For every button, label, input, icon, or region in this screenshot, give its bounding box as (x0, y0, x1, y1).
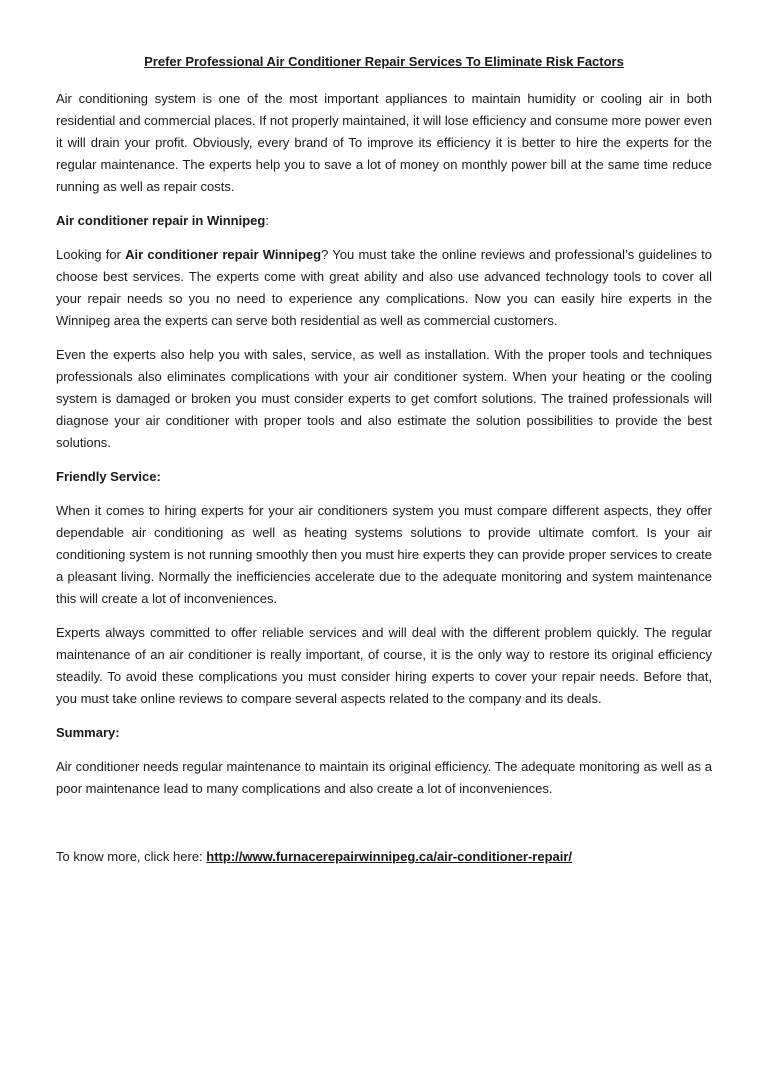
intro-paragraph: Air conditioning system is one of the most important appliances to maintain humidity or cooling air in both residential and commercial places. If not properly maintained, it will lose efficiency and consume more power even it will drain your profit. Obviously, every brand of To improve its efficiency it is better to hire the experts for the regular maintenance. The experts help you to save a lot of money on monthly power bill at the same time reduce running as well as repair costs. (56, 91, 712, 194)
winnipeg-paragraph-body: ? You must take the online reviews and professional’s guidelines to choose best services. The experts come with great ability and also use advanced technology tools to cover all your repair needs so you no need to experience any complications. Now you can easily hire experts in the Winnipeg area the experts can serve both residential as well as commercial customers. (56, 247, 712, 328)
winnipeg-paragraph-lead: Looking for (56, 247, 126, 262)
cta-line (56, 846, 712, 868)
reliable-services-paragraph: Experts always committed to offer reliable services and will deal with the different problem quickly. The regular maintenance of an air conditioner is really important, of course, it is the only way to restore its original efficiency steadily. To avoid these complications you must consider hiring experts to cover your repair needs. Before that, you must take online reviews to compare several aspects related to the company and its deals. (56, 625, 712, 706)
experts-paragraph: Even the experts also help you with sales, service, as well as installation. With the proper tools and techniques professionals also eliminates complications with your air conditioner system. When your heating or the cooling system is damaged or broken you must consider experts to get comfort solutions. The trained professionals will diagnose your air conditioner with proper tools and also estimate the solution possibilities to provide the best solutions. (56, 347, 712, 450)
section-heading-winnipeg (56, 210, 712, 232)
section-heading-colon: : (265, 213, 269, 228)
section-heading-friendly-service: Friendly Service: (56, 469, 161, 484)
winnipeg-keyword: Air conditioner repair Winnipeg (125, 247, 322, 262)
cta-link[interactable]: http://www.furnacerepairwinnipeg.ca/air-conditioner-repair/ (206, 849, 573, 864)
section-heading-summary: Summary: (56, 725, 120, 740)
winnipeg-paragraph (56, 244, 712, 332)
document-title: Prefer Professional Air Conditioner Repair Services To Eliminate Risk Factors (144, 54, 624, 69)
spacer (56, 812, 712, 846)
section-heading-winnipeg-text: Air conditioner repair in Winnipeg (56, 213, 266, 228)
friendly-service-paragraph: When it comes to hiring experts for your air conditioners system you must compare different aspects, they offer dependable air conditioning as well as heating systems solutions to provide ultimate comfort. Is your air conditioning system is not running smoothly then you must hire experts they can provide proper services to create a pleasant living. Normally the inefficiencies accelerate due to the adequate monitoring and system maintenance this will create a lot of inconveniences. (56, 503, 712, 606)
cta-text: To know more, click here: (56, 849, 207, 864)
summary-paragraph: Air conditioner needs regular maintenance to maintain its original efficiency. The adequate monitoring as well as a poor maintenance lead to many complications and also create a lot of inconveniences. (56, 759, 712, 796)
